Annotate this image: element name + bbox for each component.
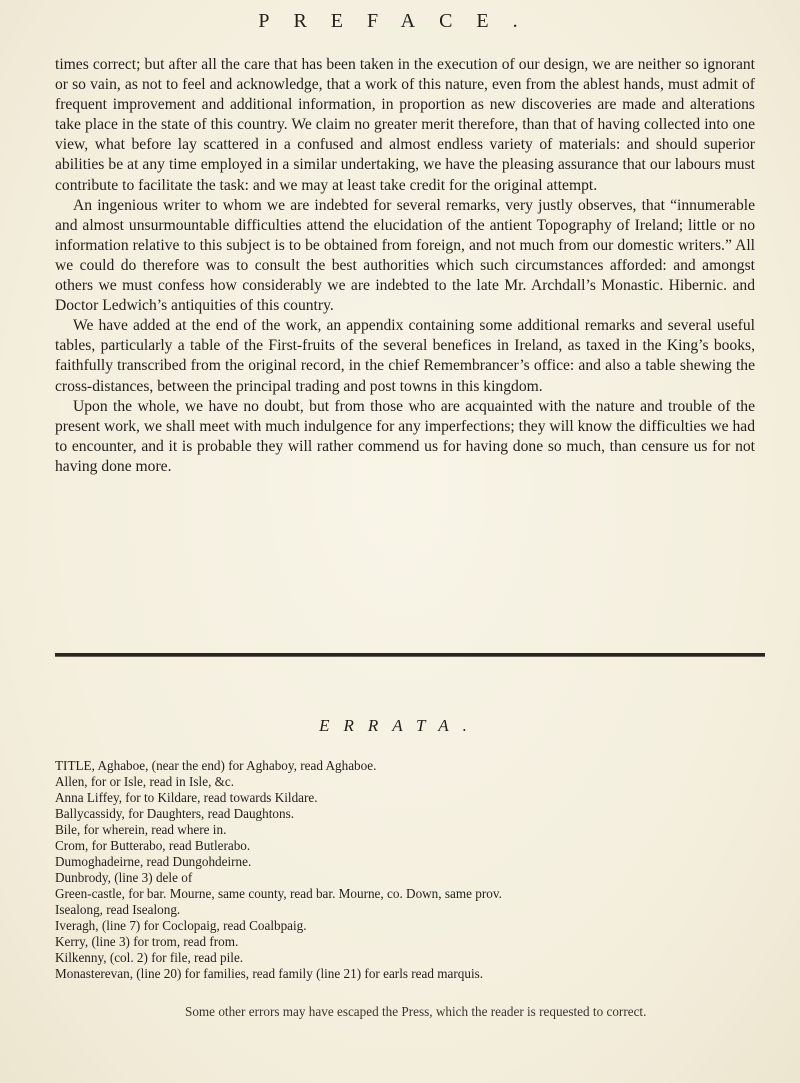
errata-item: Isealong, read Isealong. (55, 902, 181, 917)
errata-item: Allen, for or Isle, read in Isle, &c. (55, 774, 235, 789)
errata-item: Kerry, (line 3) for trom, read from. (55, 934, 239, 949)
errata-footnote: Some other errors may have escaped the Press, which the reader is requested to correct. (185, 1004, 647, 1019)
preface-paragraph-4: Upon the whole, we have no doubt, but from those who are acquainted with the nature and trouble of the present work, we shall meet with much indulgence for any imperfections; they will know the difficulties we had to encounter, and it is probable they will rather commend us for having done so much, than censure us for not having done more. (55, 397, 755, 475)
errata-item: TITLE, Aghaboe, (near the end) for Aghaboy, read Aghaboe. (55, 758, 377, 773)
page-header: PREFACE. (258, 10, 542, 32)
errata-item: Dunbrody, (line 3) dele of (55, 870, 193, 885)
errata-item: Monasterevan, (line 20) for families, read family (line 21) for earls read marquis. (55, 966, 484, 981)
errata-item: Anna Liffey, for to Kildare, read towards Kildare. (55, 790, 318, 805)
errata-item: Kilkenny, (col. 2) for file, read pile. (55, 950, 244, 965)
errata-list (55, 758, 785, 982)
errata-title: ERRATA. (319, 716, 481, 735)
errata-item: Dumoghadeirne, read Dungohdeirne. (55, 854, 252, 869)
errata-item: Bile, for wherein, read where in. (55, 822, 227, 837)
errata-item: Green-castle, for bar. Mourne, same county, read bar. Mourne, co. Down, same prov. (55, 886, 502, 901)
preface-body (55, 55, 755, 477)
errata-item: Crom, for Butterabo, read Butlerabo. (55, 838, 251, 853)
preface-paragraph-1: times correct; but after all the care that has been taken in the execution of our design, we are neither so ignorant or so vain, as not to feel and acknowledge, that a work of this nature, even from the ablest hands, must admit of frequent improvement and additional information, in proportion as new discoveries are made and alterations take place in the state of this country. We claim no greater merit therefore, than that of having collected into one view, what before lay scattered in a confused and almost endless variety of materials: and should superior abilities be at any time employed in a similar undertaking, we have the pleasing assurance that our labours must contribute to facilitate the task: and we may at least take credit for the original attempt. (55, 56, 755, 194)
preface-paragraph-3: We have added at the end of the work, an appendix containing some additional remarks and several useful tables, particularly a table of the First-fruits of the several benefices in Ireland, as taxed in the King’s books, faithfully transcribed from the original record, in the chief Remembrancer’s office: and also a table shewing the cross-distances, between the principal trading and post towns in this kingdom. (55, 317, 755, 395)
errata-item: Iveragh, (line 7) for Coclopaig, read Coalbpaig. (55, 918, 307, 933)
section-divider (55, 653, 765, 656)
errata-item: Ballycassidy, for Daughters, read Daughtons. (55, 806, 295, 821)
preface-paragraph-2: An ingenious writer to whom we are indebted for several remarks, very justly observes, that “innumerable and almost unsurmountable difficulties attend the elucidation of the antient Topography of Ireland; little or no information relative to this subject is to be obtained from foreign, and not much from our domestic writers.” All we could do therefore was to consult the best authorities which such circumstances afforded: and amongst others we must confess how considerably we are indebted to the late Mr. Archdall’s Monastic. Hibernic. and Doctor Ledwich’s antiquities of this country. (55, 196, 755, 315)
